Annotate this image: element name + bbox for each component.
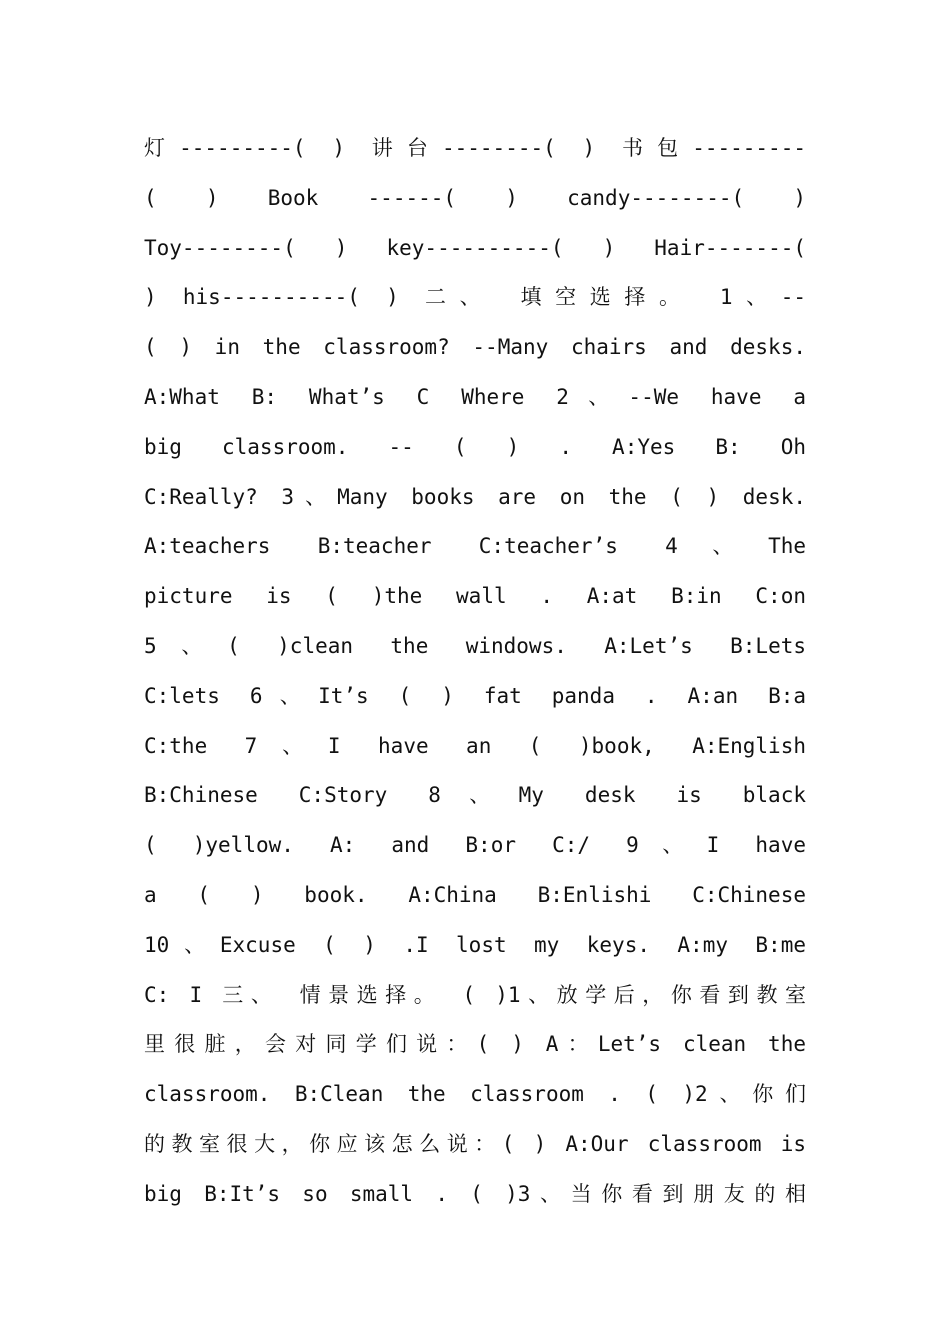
text-line: C:lets 6、It’s ( ) fat panda . A:an B:a: [144, 683, 806, 708]
text-line: classroom. B:Clean the classroom . ( )2、你们: [144, 1082, 806, 1107]
text-line: picture is ( )the wall . A:at B:in C:on: [144, 584, 806, 609]
text-line: ( )yellow. A: and B:or C:/ 9、I have: [144, 833, 806, 858]
text-line: B:Chinese C:Story 8、My desk is black: [144, 783, 806, 808]
text-line: 的教室很大，你应该怎么说：( ) A:Our classroom is: [144, 1131, 806, 1156]
text-line: big B:It’s so small . ( )3、当你看到朋友的相: [144, 1181, 806, 1206]
text-line: ( ) in the classroom? --Many chairs and desks.: [144, 335, 806, 360]
text-line: ) his----------( ) 二、 填空选择。 1、--: [144, 285, 806, 310]
text-line: 5、( )clean the windows. A:Let’s B:Lets: [144, 633, 806, 658]
text-line: C:Really? 3、Many books are on the ( ) desk.: [144, 484, 806, 509]
text-line: A:What B: What’s C Where 2、--We have a: [144, 384, 806, 409]
worksheet-text: [144, 124, 806, 1220]
text-line: Toy--------( ) key----------( ) Hair-------(: [144, 235, 806, 260]
text-line: C:the 7、I have an ( )book, A:English: [144, 733, 806, 758]
text-line: 10、Excuse ( ) .I lost my keys. A:my B:me: [144, 932, 806, 957]
text-line: 灯---------( ) 讲台--------( ) 书包---------: [144, 136, 806, 160]
text-line: a ( ) book. A:China B:Enlishi C:Chinese: [144, 882, 806, 907]
text-line: 里很脏，会对同学们说：( ) A：Let’s clean the: [144, 1032, 806, 1057]
text-line: C: I 三、 情景选择。 ( )1、放学后，你看到教室: [144, 982, 806, 1007]
text-line: big classroom. -- ( ) . A:Yes B: Oh: [144, 434, 806, 459]
text-line: ( ) Book ------( ) candy--------( ): [144, 185, 806, 210]
text-line: A:teachers B:teacher C:teacher’s 4、The: [144, 534, 806, 559]
